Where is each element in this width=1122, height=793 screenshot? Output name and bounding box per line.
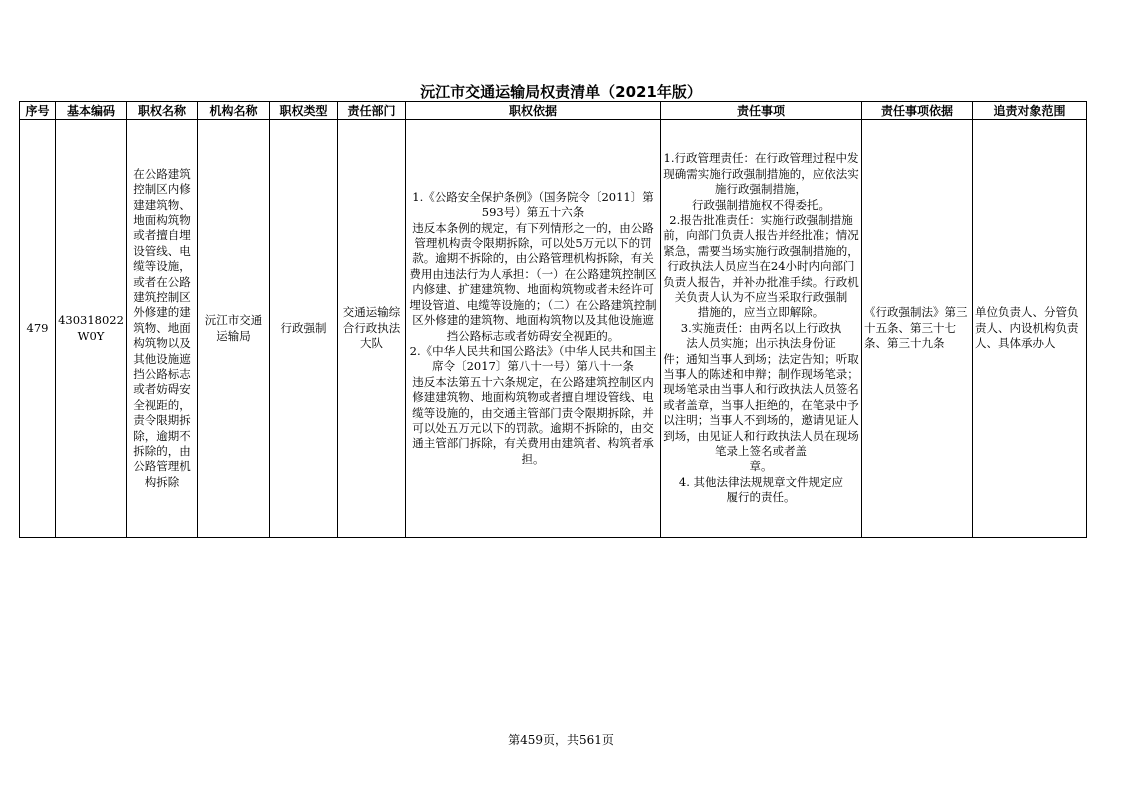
header-dept: 责任部门 — [338, 102, 406, 120]
header-basis: 职权依据 — [406, 102, 661, 120]
duty-item-2: 2.报告批准责任：实施行政强制措施前，向部门负责人报告并经批准；情况紧急，需要当场实施行政强制措施的，行政执法人员应当在24小时内向部门负责人报告，并补办批准手续。行政机关负责人认为不应当采取行政强制 — [663, 212, 859, 304]
cell-accountable: 单位负责人、分管负责人、内设机构负责人、具体承办人 — [973, 120, 1087, 538]
duty-item-3-cont: 法人员实施；出示执法身份证 — [686, 336, 836, 351]
header-org: 机构名称 — [198, 102, 270, 120]
duty-item-4-cont: 履行的责任。 — [726, 490, 796, 505]
duty-item-1-cont: 行政强制措施权不得委托。 — [692, 197, 830, 212]
header-type: 职权类型 — [270, 102, 338, 120]
header-seq: 序号 — [20, 102, 56, 120]
basis-para-2: 违反本条例的规定，有下列情形之一的，由公路管理机构责令限期拆除，可以处5万元以下的罚款。逾期不拆除的，由公路管理机构拆除，有关费用由违法行为人承担：（一）在公路建筑控制区内修建、扩建建筑物、地面构筑物或者未经许可埋设管道、电缆等设施的；（二）在公路建筑控制区外修建的建筑物、地面构筑物以及其他设施遮挡公路标志或者妨碍安全视距的。 — [409, 220, 657, 343]
cell-name: 在公路建筑控制区内修建建筑物、地面构筑物或者擅自埋设管线、电缆等设施，或者在公路建筑控制区外修建的建筑物、地面构筑物以及其他设施遮挡公路标志或者妨碍安全视距的，责令限期拆除，逾期不拆除的，由公路管理机构拆除 — [127, 120, 198, 538]
cell-duty-basis: 《行政强制法》第三十五条、第三十七条、第三十九条 — [862, 120, 973, 538]
header-name: 职权名称 — [127, 102, 198, 120]
duty-item-3-body: 件；通知当事人到场；法定告知；听取当事人的陈述和申辩；制作现场笔录；现场笔录由当事人和行政执法人员签名或者盖章，当事人拒绝的，在笔录中予以注明；当事人不到场的，邀请见证人到场，由见证人和行政执法人员在现场笔录上签名或者盖 — [663, 351, 859, 459]
header-duty-basis: 责任事项依据 — [862, 102, 973, 120]
cell-org: 沅江市交通运输局 — [198, 120, 270, 538]
cell-code: 430318022W0Y — [56, 120, 127, 538]
cell-type: 行政强制 — [270, 120, 338, 538]
header-duties: 责任事项 — [661, 102, 862, 120]
duty-item-2-cont: 措施的，应当立即解除。 — [697, 305, 825, 320]
page-title: 沅江市交通运输局权责清单（2021年版） — [420, 83, 702, 101]
cell-seq: 479 — [20, 120, 56, 538]
basis-para-3: 2.《中华人民共和国公路法》（中华人民共和国主席令〔2017〕第八十一号）第八十一条 — [409, 343, 657, 374]
duty-item-3-end: 章。 — [749, 459, 773, 474]
page-number: 第459页，共561页 — [508, 733, 614, 747]
header-accountable: 追责对象范围 — [973, 102, 1087, 120]
basis-para-1: 1.《公路安全保护条例》（国务院令〔2011〕第593号）第五十六条 — [412, 189, 654, 220]
duty-item-4: 4. 其他法律法规规章文件规定应 — [678, 474, 844, 489]
cell-basis — [406, 120, 661, 538]
table-header-row — [20, 102, 1087, 120]
table-row — [20, 120, 1087, 538]
cell-duties — [661, 120, 862, 538]
duty-item-1: 1.行政管理责任：在行政管理过程中发现确需实施行政强制措施的，应依法实施行政强制措施， — [663, 151, 859, 197]
header-code: 基本编码 — [56, 102, 127, 120]
basis-para-4: 违反本法第五十六条规定，在公路建筑控制区内修建建筑物、地面构筑物或者擅自埋设管线、电缆等设施的，由交通主管部门责令限期拆除，并可以处五万元以下的罚款。逾期不拆除的，由交通主管部门拆除，有关费用由建筑者、构筑者承担。 — [412, 374, 654, 466]
cell-dept: 交通运输综合行政执法大队 — [338, 120, 406, 538]
duty-item-3: 3.实施责任：由两名以上行政执 — [680, 320, 842, 335]
authority-table — [19, 101, 1087, 538]
